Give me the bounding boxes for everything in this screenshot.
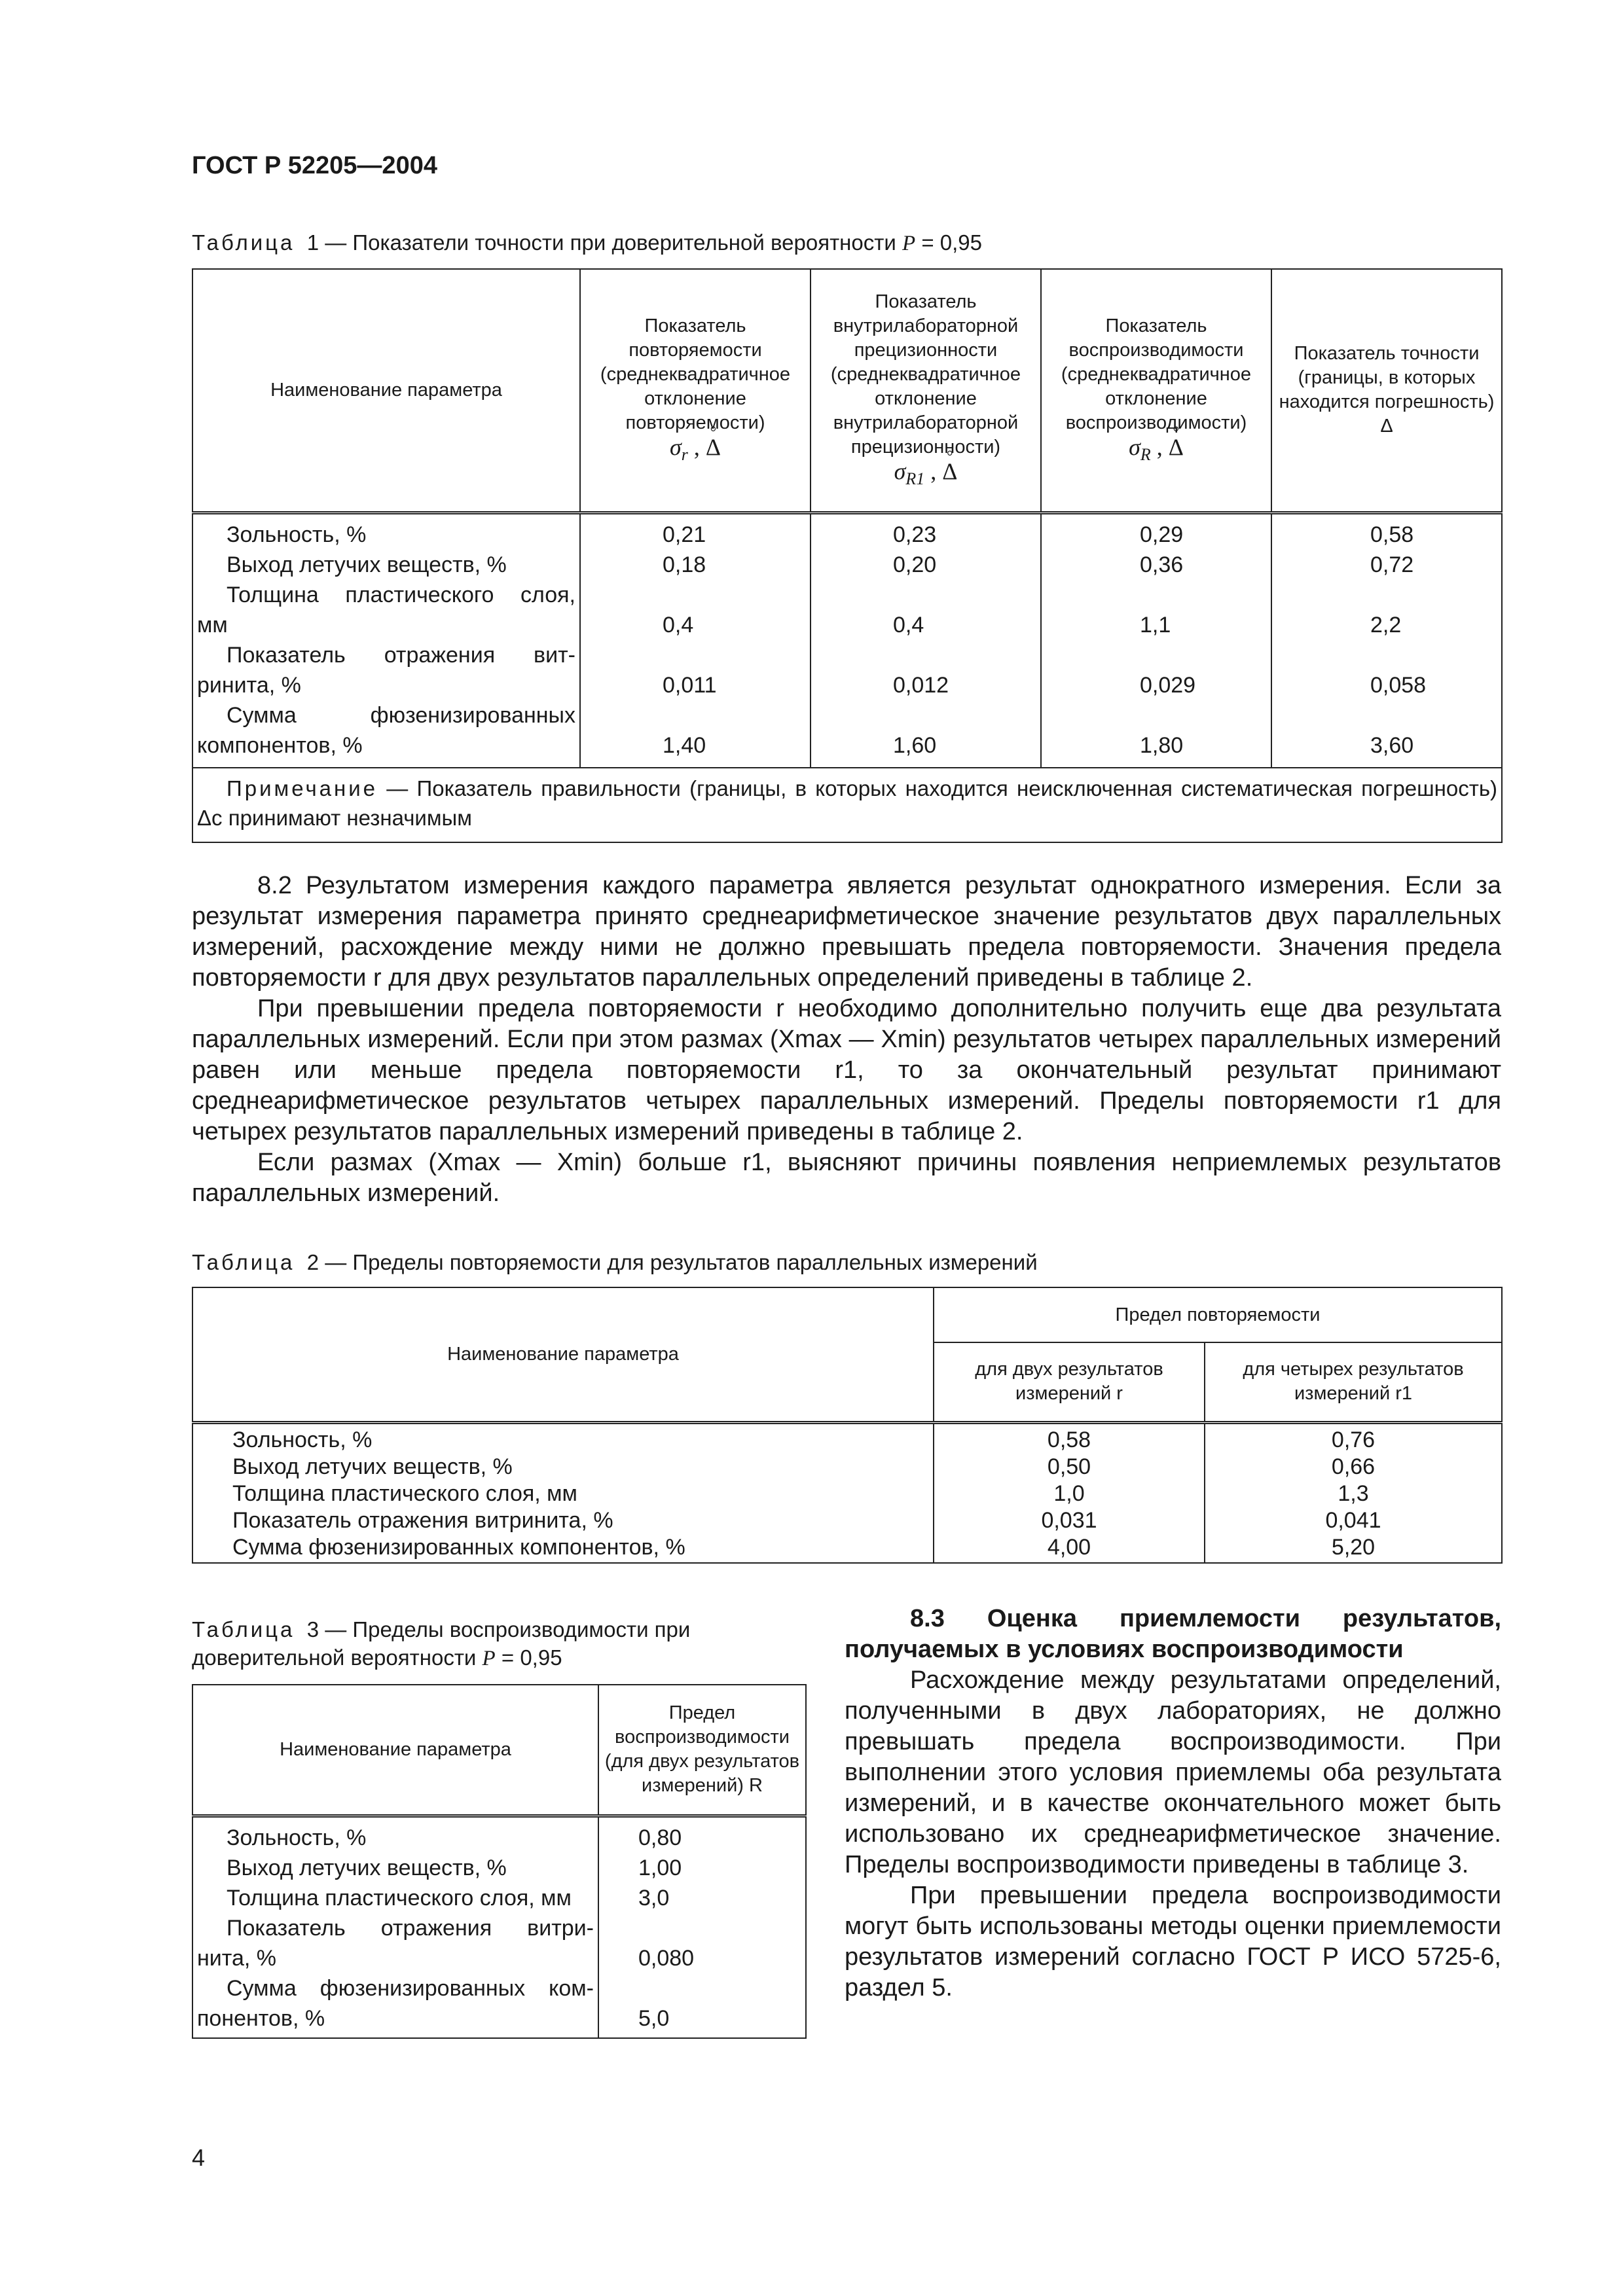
table2: [192, 1287, 1503, 1564]
table-row: [192, 1454, 1502, 1480]
table3-row-name: Толщина пластического слоя, мм: [192, 1883, 598, 1913]
table1-row-name: [192, 640, 580, 700]
table1-cell: 1,40: [580, 700, 811, 768]
paragraph-8-2-p2: При превышении предела повторяемости r необходимо дополнительно получить еще два результата параллельных измерений. Если при этом размах (Xmax — Xmin) результатов четырех параллельных измерений равен или меньше предела повторяемости r1, то за окончательный результат принимают среднеарифметическое результатов четырех параллельных измерений. Пределы повторяемости r1 для четырех результатов параллельных измерений приведены в таблице 2.: [192, 995, 1501, 1145]
table1-row-name-line1: Толщина пластического слоя,: [227, 582, 575, 607]
table2-caption: [192, 1250, 1038, 1275]
table3-row-name: [192, 1973, 598, 2038]
table1-cell: 1,60: [811, 700, 1041, 768]
table1-header-accuracy: Показатель точности (границы, в которых находится погрешность) Δ: [1271, 269, 1502, 512]
table3-caption-label: Таблица: [192, 1617, 295, 1641]
table1-note-text: — Показатель правильности (границы, в которых находится неисключенная систематическая погрешность) Δc принимают незначимым: [197, 776, 1497, 830]
table1-cell: 0,58: [1271, 512, 1502, 550]
table-row: [192, 1853, 806, 1883]
table3-cell: 1,00: [598, 1853, 806, 1883]
table1-note: [192, 768, 1502, 842]
table1-row-name: Выход летучих веществ, %: [192, 550, 580, 580]
table1-cell: 0,29: [1041, 512, 1271, 550]
table1-cell: 3,60: [1271, 700, 1502, 768]
table2-header-four: для четырех результатов измерений r1: [1205, 1342, 1502, 1422]
table1-cell: 0,18: [580, 550, 811, 580]
table1-caption-text: 1 — Показатели точности при доверительной вероятности: [306, 230, 896, 255]
table2-header-group: Предел повторяемости: [934, 1287, 1502, 1342]
table2-cell: 0,76: [1205, 1422, 1502, 1454]
table1-header-reproducibility: [1041, 269, 1271, 512]
table1-caption-value: = 0,95: [921, 230, 982, 255]
table1-cell: 0,4: [580, 580, 811, 640]
section-8-2: [192, 870, 1501, 1209]
table3-row-name: Выход летучих веществ, %: [192, 1853, 598, 1883]
table2-header-two: для двух результатов измерений r: [934, 1342, 1205, 1422]
table3-row-name-line1: Показатель отражения витри-: [227, 1915, 594, 1941]
table2-cell: 1,3: [1205, 1480, 1502, 1507]
table-row: [192, 1534, 1502, 1563]
table2-row-name: Выход летучих веществ, %: [192, 1454, 934, 1480]
table1-cell: 0,21: [580, 512, 811, 550]
table1-row-name-line2: мм: [197, 612, 228, 637]
paragraph-8-3-p2: При превышении предела воспроизводимости могут быть использованы методы оценки приемлемости результатов измерений согласно ГОСТ Р ИСО 5725-6, раздел 5.: [845, 1882, 1501, 2001]
table3-caption-text-a: 3 — Пределы воспроизводимости при: [306, 1617, 691, 1641]
table-row: [192, 1816, 806, 1853]
table2-cell: 1,0: [934, 1480, 1205, 1507]
page-number: 4: [192, 2144, 206, 2171]
table1-cell: 0,058: [1271, 640, 1502, 700]
table1-row-name: [192, 580, 580, 640]
table1-cell: 0,029: [1041, 640, 1271, 700]
table2-row-name: Сумма фюзенизированных компонентов, %: [192, 1534, 934, 1563]
table2-cell: 0,58: [934, 1422, 1205, 1454]
table3: [192, 1684, 807, 2039]
table-row: [192, 1507, 1502, 1534]
table1-caption-label: Таблица: [192, 230, 295, 255]
table2-caption-label: Таблица: [192, 1250, 295, 1274]
table3-caption-var: P: [482, 1647, 496, 1670]
table-row: [192, 1883, 806, 1913]
table2-row-name: Показатель отражения витринита, %: [192, 1507, 934, 1534]
table1-cell: 1,80: [1041, 700, 1271, 768]
table2-header-name: Наименование параметра: [192, 1287, 934, 1422]
table-row: [192, 1973, 806, 2038]
table1-caption: [192, 230, 982, 256]
document-code: ГОСТ Р 52205—2004: [192, 152, 437, 179]
table2-cell: 0,031: [934, 1507, 1205, 1534]
table3-cell: 0,80: [598, 1816, 806, 1853]
table1-header-repeatability: [580, 269, 811, 512]
table-row: [192, 580, 1502, 640]
table-row: [192, 640, 1502, 700]
table3-cell: 5,0: [598, 1973, 806, 2038]
table1-cell: 0,23: [811, 512, 1041, 550]
table-row: [192, 512, 1502, 550]
table1-row-name-line2: компонентов, %: [197, 732, 363, 758]
table1-cell: 0,012: [811, 640, 1041, 700]
table1-header-intermediate: [811, 269, 1041, 512]
table-row: [192, 700, 1502, 768]
table1-cell: 2,2: [1271, 580, 1502, 640]
table1-cell: 0,011: [580, 640, 811, 700]
section-8-3: [845, 1604, 1501, 2003]
table2-cell: 0,041: [1205, 1507, 1502, 1534]
table3-row-name-line1: Сумма фюзенизированных ком-: [227, 1975, 594, 2001]
table1-header-intermediate-text: Показатель внутрилабораторной прецизионности (среднеквадратичное отклонение внутрилабораторной прецизионности): [830, 291, 1021, 457]
paragraph-8-2-p1: 8.2 Результатом измерения каждого параметра является результат однократного измерения. Если за результат измерения параметра принято среднеарифметическое значение результатов двух параллельных измерений, расхождение между ними не должно превышать предела повторяемости. Значения предела повторяемости r для двух результатов параллельных определений приведены в таблице 2.: [192, 872, 1501, 992]
table1-note-row: [192, 768, 1502, 842]
table1-header-reproducibility-text: Показатель воспроизводимости (среднеквадратичное отклонение воспроизводимости): [1061, 315, 1252, 433]
table2-row-name: Толщина пластического слоя, мм: [192, 1480, 934, 1507]
table2-cell: 5,20: [1205, 1534, 1502, 1563]
table1-header-intermediate-symbol: $\sigma_{R1}$ , ° Δ: [815, 459, 1036, 491]
table2-cell: 0,50: [934, 1454, 1205, 1480]
table1-row-name: [192, 700, 580, 768]
table1-header-repeatability-text: Показатель повторяемости (среднеквадратичное отклонение повторяемости): [600, 315, 791, 433]
table-row: [192, 1480, 1502, 1507]
table2-row-name: Зольность, %: [192, 1422, 934, 1454]
table3-row-name-line2: понентов, %: [197, 2005, 325, 2031]
table-row: [192, 1913, 806, 1973]
table3-row-name: Зольность, %: [192, 1816, 598, 1853]
table1-header-repeatability-symbol: $\sigma_r$ , ° Δ: [585, 435, 806, 467]
table1-cell: 0,72: [1271, 550, 1502, 580]
table3-row-name: [192, 1913, 598, 1973]
table1-cell: 1,1: [1041, 580, 1271, 640]
table3-caption-text-b: доверительной вероятности: [192, 1645, 477, 1670]
table1-header-name: Наименование параметра: [192, 269, 580, 512]
table1-header-reproducibility-symbol: $\sigma_R$ , ° Δ: [1046, 435, 1267, 467]
paragraph-8-3-p1: Расхождение между результатами определений, полученными в двух лабораториях, не должно превышать предела воспроизводимости. При выполнении этого условия приемлемы оба результата измерений, и в качестве окончательного может быть использовано их среднеарифметическое значение. Пределы воспроизводимости приведены в таблице 3.: [845, 1666, 1501, 1878]
table1-note-label: Примечание: [227, 776, 378, 800]
table-row: [192, 550, 1502, 580]
table1: [192, 268, 1503, 843]
section-8-3-heading: 8.3 Оценка приемлемости результатов, получаемых в условиях воспроизводимости: [845, 1605, 1501, 1663]
table2-cell: 4,00: [934, 1534, 1205, 1563]
table-row: [192, 1422, 1502, 1454]
table1-row-name-line2: ринита, %: [197, 672, 301, 698]
table1-row-name: Зольность, %: [192, 512, 580, 550]
table3-cell: 0,080: [598, 1913, 806, 1973]
table1-caption-var: P: [902, 232, 916, 255]
table3-row-name-line2: нита, %: [197, 1945, 276, 1971]
table1-row-name-line1: Сумма фюзенизированных: [227, 702, 575, 728]
table1-cell: 0,20: [811, 550, 1041, 580]
table1-row-name-line1: Показатель отражения вит-: [227, 642, 575, 668]
table3-cell: 3,0: [598, 1883, 806, 1913]
table1-cell: 0,4: [811, 580, 1041, 640]
table3-header-name: Наименование параметра: [192, 1685, 598, 1816]
table1-cell: 0,36: [1041, 550, 1271, 580]
table2-caption-text: 2 — Пределы повторяемости для результатов параллельных измерений: [306, 1250, 1038, 1274]
paragraph-8-2-p3: Если размах (Xmax — Xmin) больше r1, выясняют причины появления неприемлемых результатов параллельных измерений.: [192, 1149, 1501, 1207]
table2-cell: 0,66: [1205, 1454, 1502, 1480]
table3-header-limit: Предел воспроизводимости (для двух результатов измерений) R: [598, 1685, 806, 1816]
table3-caption-value: = 0,95: [501, 1645, 562, 1670]
table3-caption: [192, 1615, 690, 1673]
